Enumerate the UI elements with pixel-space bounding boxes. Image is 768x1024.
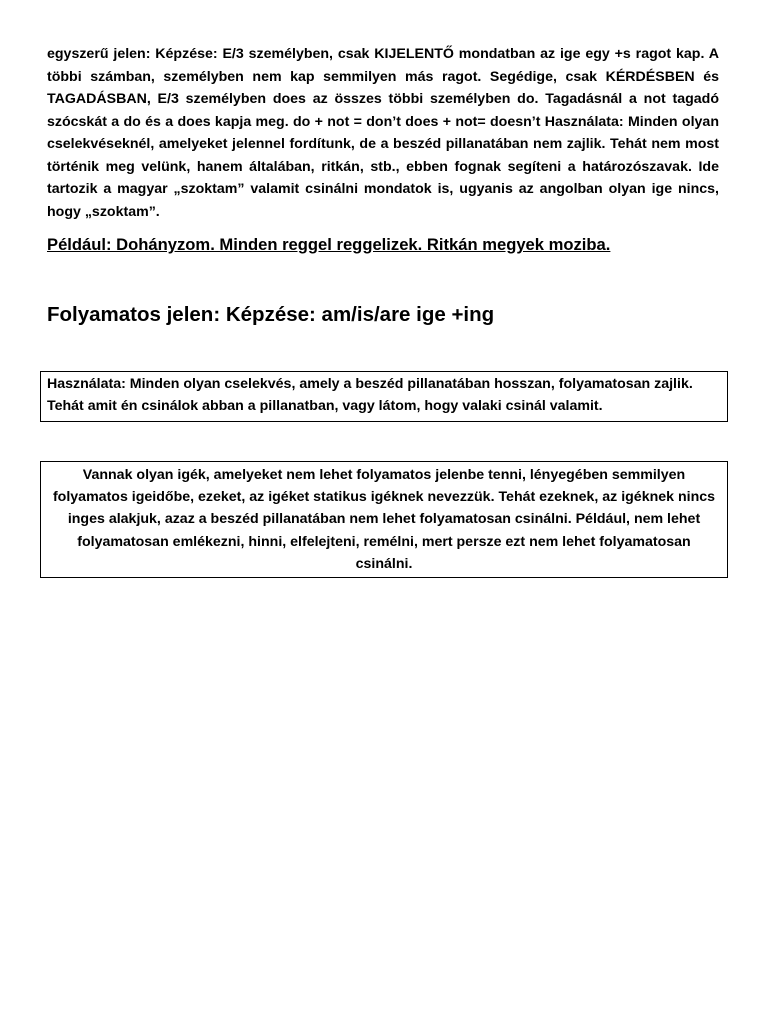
section-heading: Folyamatos jelen: Képzése: am/is/are ige +ing — [47, 303, 495, 326]
example-sentences: Például: Dohányzom. Minden reggel reggelizek. Ritkán megyek moziba. — [47, 235, 611, 254]
static-verbs-text: Vannak olyan igék, amelyeket nem lehet folyamatos jelenbe tenni, lényegében semmilyen folyamatos igeidőbe, ezeket, az igéket statikus igéknek nevezzük. Tehát ezeknek, az igéknek nincs inges alakjuk, azaz a beszéd pillanatában nem lehet folyamatosan csinálni. Például, nem lehet folyamatosan emlékezni, hinni, elfelejteni, remélni, mert persze ezt nem lehet folyamatosan csinálni. — [52, 467, 716, 572]
static-verbs-box — [40, 461, 728, 578]
usage-box — [40, 371, 728, 422]
usage-text: Használata: Minden olyan cselekvés, amely a beszéd pillanatában hosszan, folyamatosan zajlik. Tehát amit én csinálok abban a pillanatban, vagy látom, hogy valaki csinál valamit. — [47, 376, 693, 414]
simple-present-paragraph: egyszerű jelen: Képzése: E/3 személyben, csak KIJELENTŐ mondatban az ige egy +s ragot kap. A többi számban, személyben nem kap semmilyen más ragot. Segédige, csak KÉRDÉSBEN és TAGADÁSBAN, E/3 személyben does az összes többi személyben do. Tagadásnál a not tagadó szócskát a do és a does kapja meg. do + not = don’t does + not= doesn’t Használata: Minden olyan cselekvéseknél, amelyeket jelennel fordítunk, de a beszéd pillanatában nem zajlik. Tehát nem most történik meg velünk, hanem általában, ritkán, stb., ebben fognak segíteni a határozószavak. Ide tartozik a magyar „szoktam” valamit csinálni mondatok is, ugyanis az angolban olyan ige nincs, hogy „szoktam”. — [47, 46, 719, 220]
